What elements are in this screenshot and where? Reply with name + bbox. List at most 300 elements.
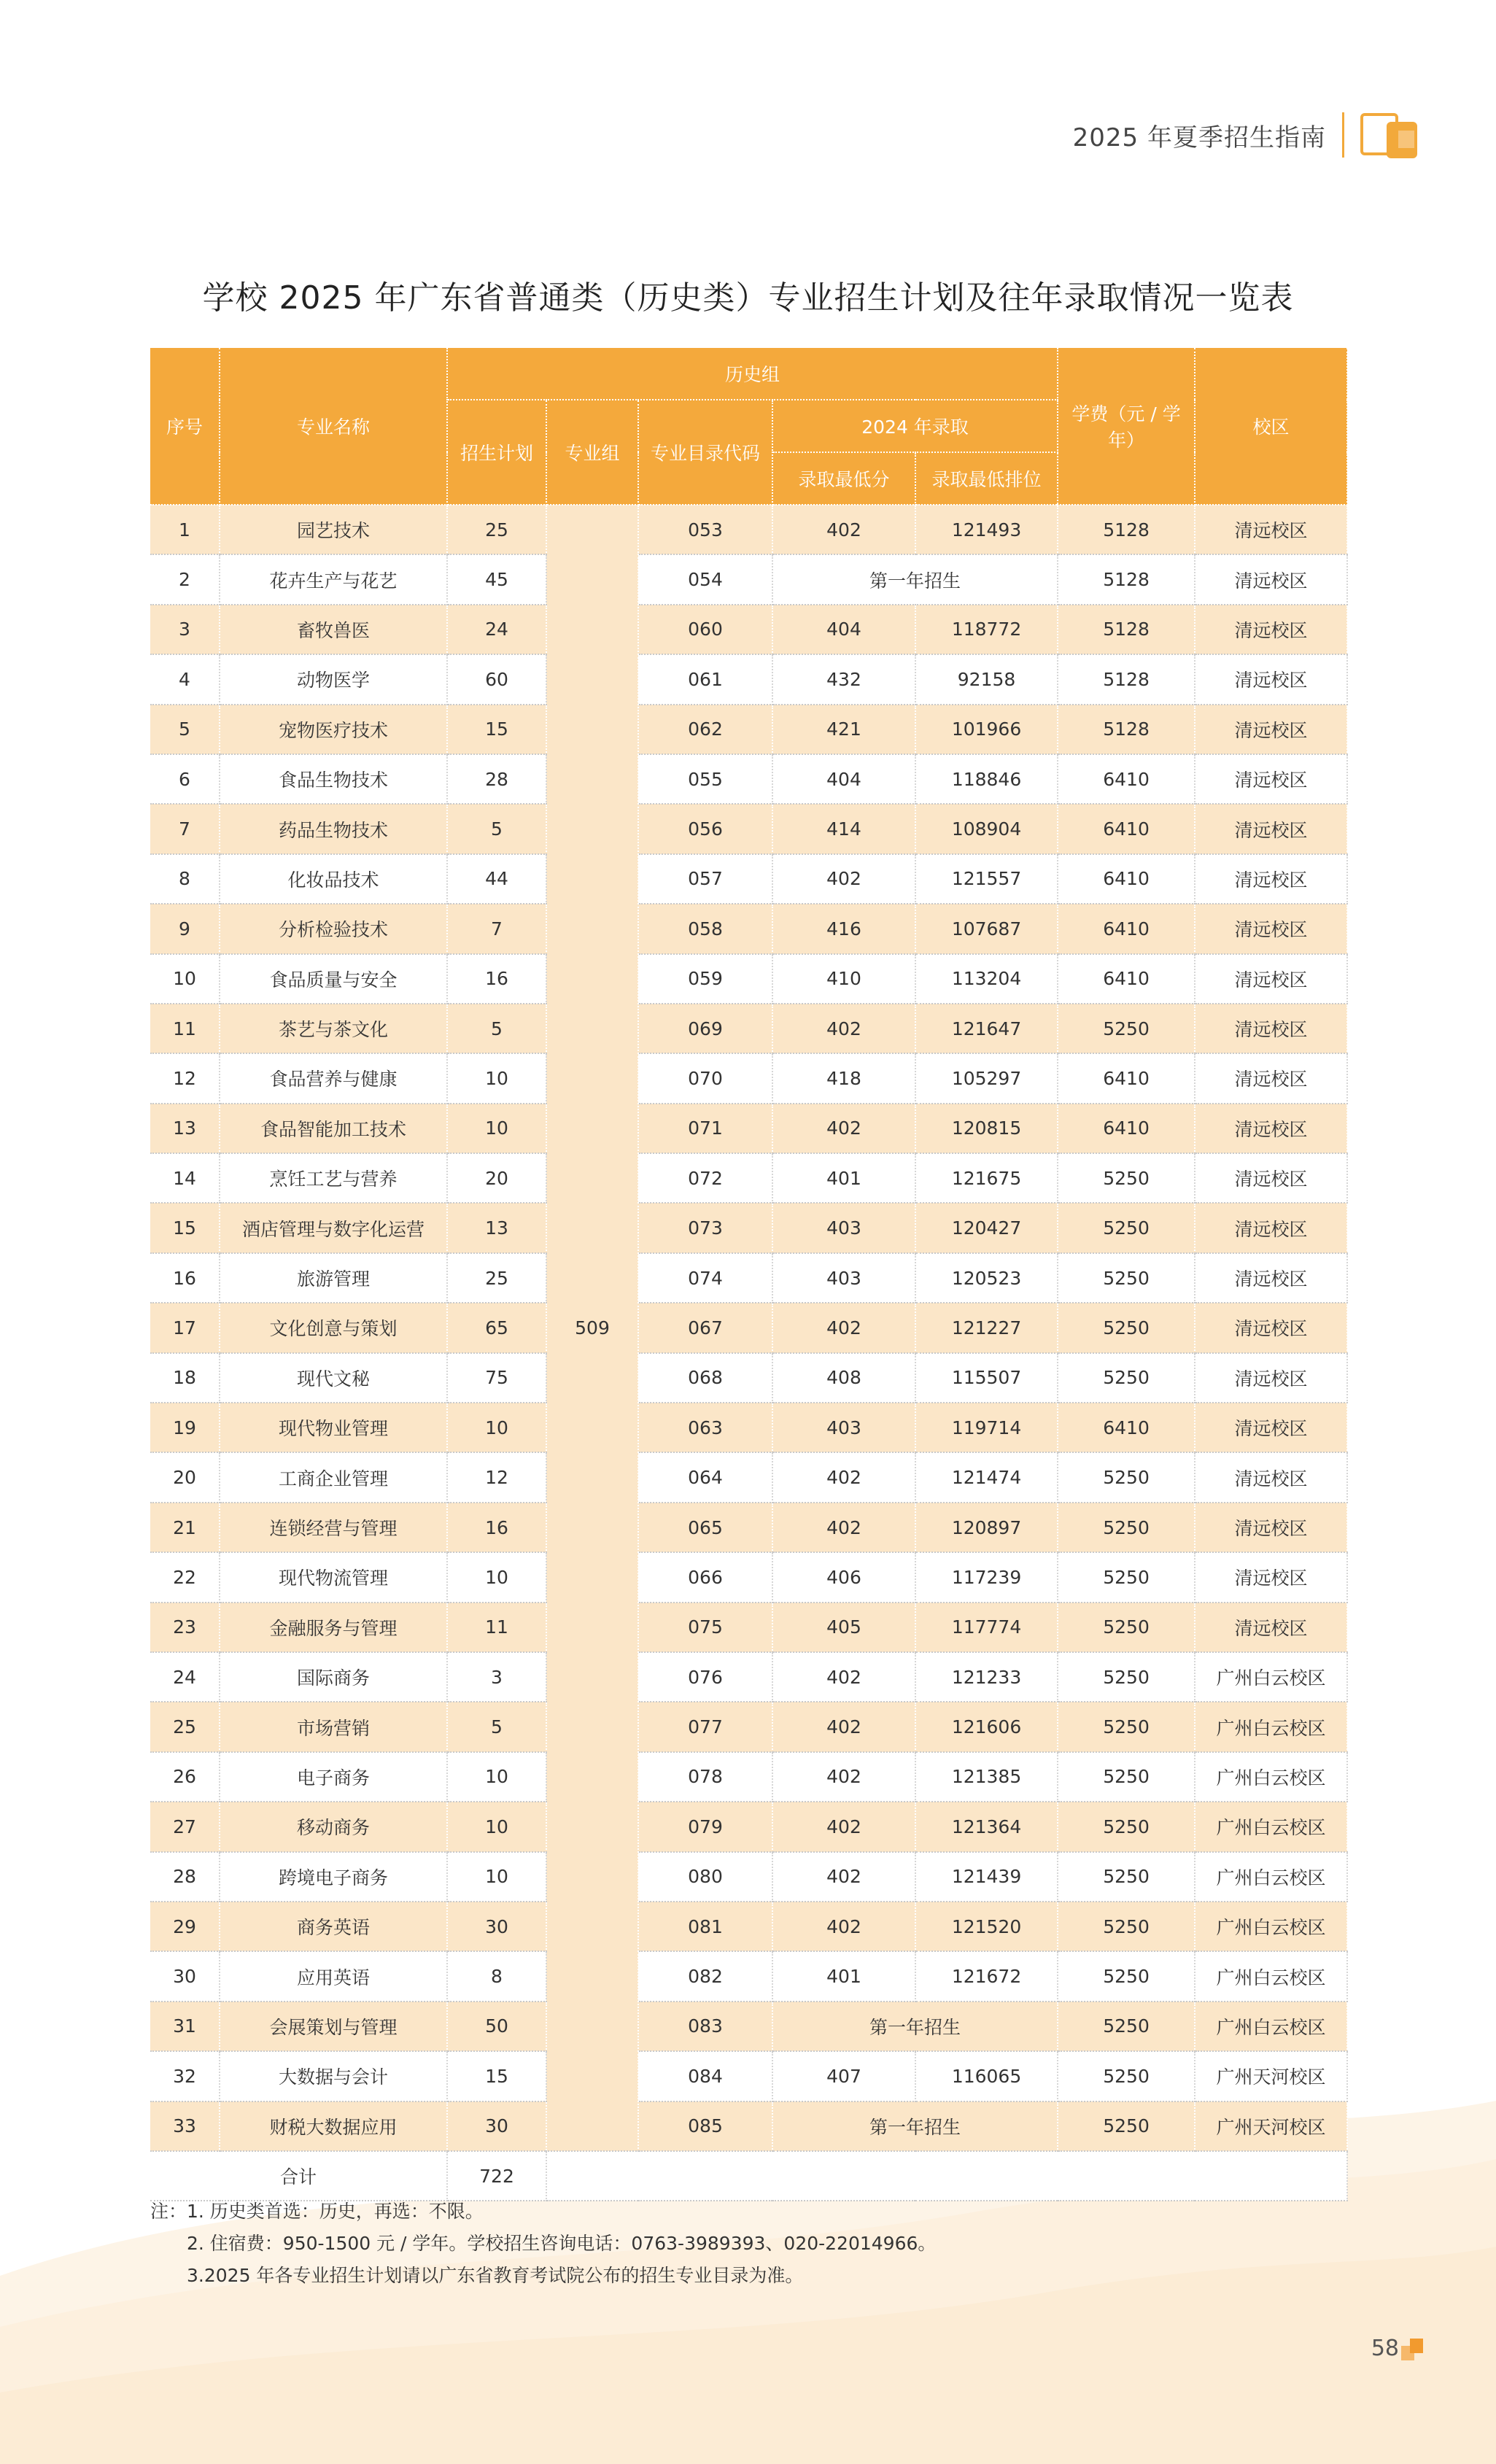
row-min-score: 402 xyxy=(772,1303,915,1352)
row-name: 大数据与会计 xyxy=(220,2051,447,2101)
row-campus: 清远校区 xyxy=(1195,1153,1347,1203)
row-name: 化妆品技术 xyxy=(220,854,447,904)
row-min-score: 401 xyxy=(772,1951,915,2001)
row-code: 064 xyxy=(638,1452,772,1502)
row-plan: 65 xyxy=(447,1303,546,1352)
row-campus: 清远校区 xyxy=(1195,1452,1347,1502)
row-campus: 清远校区 xyxy=(1195,1303,1347,1352)
table-row xyxy=(150,854,1347,904)
row-min-score: 406 xyxy=(772,1552,915,1602)
row-name: 移动商务 xyxy=(220,1802,447,1851)
row-campus: 广州天河校区 xyxy=(1195,2051,1347,2101)
table-row xyxy=(150,1902,1347,1951)
row-seq: 28 xyxy=(150,1852,220,1902)
row-name: 药品生物技术 xyxy=(220,804,447,853)
row-fee: 6410 xyxy=(1058,904,1195,953)
row-seq: 21 xyxy=(150,1503,220,1552)
row-code: 073 xyxy=(638,1203,772,1252)
table-row xyxy=(150,1253,1347,1303)
row-fee: 6410 xyxy=(1058,954,1195,1004)
header-seq: 序号 xyxy=(150,348,220,505)
row-campus: 广州白云校区 xyxy=(1195,1951,1347,2001)
row-code: 078 xyxy=(638,1752,772,1802)
page-header xyxy=(1073,113,1420,157)
row-min-rank: 101966 xyxy=(915,705,1058,754)
row-fee: 5128 xyxy=(1058,605,1195,654)
row-min-score: 402 xyxy=(772,1702,915,1751)
table-row xyxy=(150,1203,1347,1252)
row-campus: 清远校区 xyxy=(1195,705,1347,754)
row-campus: 清远校区 xyxy=(1195,954,1347,1004)
row-seq: 17 xyxy=(150,1303,220,1352)
row-seq: 3 xyxy=(150,605,220,654)
table-body xyxy=(150,505,1347,2201)
row-min-rank: 121474 xyxy=(915,1452,1058,1502)
row-name: 分析检验技术 xyxy=(220,904,447,953)
row-plan: 15 xyxy=(447,2051,546,2101)
row-min-score: 402 xyxy=(772,1652,915,1702)
row-campus: 广州天河校区 xyxy=(1195,2101,1347,2151)
header-min-score: 录取最低分 xyxy=(772,452,915,505)
row-seq: 29 xyxy=(150,1902,220,1951)
row-min-rank: 115507 xyxy=(915,1353,1058,1403)
row-plan: 12 xyxy=(447,1452,546,1502)
enrollment-table xyxy=(150,348,1348,2201)
row-fee: 5250 xyxy=(1058,2002,1195,2051)
row-plan: 11 xyxy=(447,1603,546,1652)
row-code: 077 xyxy=(638,1702,772,1751)
total-value: 722 xyxy=(447,2151,546,2201)
row-min-rank: 116065 xyxy=(915,2051,1058,2101)
row-min-rank: 120427 xyxy=(915,1203,1058,1252)
row-campus: 清远校区 xyxy=(1195,1104,1347,1153)
row-plan: 10 xyxy=(447,1053,546,1103)
row-name: 食品生物技术 xyxy=(220,754,447,804)
table-row xyxy=(150,754,1347,804)
row-name: 动物医学 xyxy=(220,654,447,704)
table-row xyxy=(150,1403,1347,1452)
row-fee: 5250 xyxy=(1058,1552,1195,1602)
row-min-score: 402 xyxy=(772,1452,915,1502)
row-min-score: 401 xyxy=(772,1153,915,1203)
row-code: 069 xyxy=(638,1004,772,1053)
row-fee: 5250 xyxy=(1058,1802,1195,1851)
row-min-score: 418 xyxy=(772,1053,915,1103)
row-name: 连锁经营与管理 xyxy=(220,1503,447,1552)
table-row xyxy=(150,1053,1347,1103)
total-label: 合计 xyxy=(150,2151,447,2201)
row-min-score: 403 xyxy=(772,1203,915,1252)
row-min-rank: 107687 xyxy=(915,904,1058,953)
row-plan: 7 xyxy=(447,904,546,953)
row-seq: 14 xyxy=(150,1153,220,1203)
row-min-rank: 121606 xyxy=(915,1702,1058,1751)
row-fee: 5128 xyxy=(1058,654,1195,704)
row-seq: 11 xyxy=(150,1004,220,1053)
row-seq: 15 xyxy=(150,1203,220,1252)
row-plan: 75 xyxy=(447,1353,546,1403)
row-fee: 5250 xyxy=(1058,1652,1195,1702)
row-min-rank: 117774 xyxy=(915,1603,1058,1652)
row-seq: 32 xyxy=(150,2051,220,2101)
header-title: 2025 年夏季招生指南 xyxy=(1072,123,1326,152)
row-code: 059 xyxy=(638,954,772,1004)
row-seq: 16 xyxy=(150,1253,220,1303)
row-group: 509 xyxy=(546,505,638,2151)
row-min-rank: 120897 xyxy=(915,1503,1058,1552)
note-2: 2. 住宿费：950-1500 元 / 学年。学校招生咨询电话：0763-3989393、020-22014966。 xyxy=(187,2233,937,2254)
table-row xyxy=(150,1303,1347,1352)
row-seq: 24 xyxy=(150,1652,220,1702)
row-plan: 30 xyxy=(447,1902,546,1951)
row-code: 055 xyxy=(638,754,772,804)
row-name: 金融服务与管理 xyxy=(220,1603,447,1652)
row-code: 070 xyxy=(638,1053,772,1103)
row-min-rank: 121520 xyxy=(915,1902,1058,1951)
row-code: 056 xyxy=(638,804,772,853)
row-campus: 清远校区 xyxy=(1195,1203,1347,1252)
row-min-score: 402 xyxy=(772,1503,915,1552)
row-fee: 5250 xyxy=(1058,1253,1195,1303)
row-campus: 清远校区 xyxy=(1195,804,1347,853)
row-plan: 13 xyxy=(447,1203,546,1252)
row-seq: 6 xyxy=(150,754,220,804)
row-min-rank: 121227 xyxy=(915,1303,1058,1352)
row-fee: 5250 xyxy=(1058,1852,1195,1902)
row-min-score: 402 xyxy=(772,1752,915,1802)
row-name: 现代物业管理 xyxy=(220,1403,447,1452)
row-min-score: 408 xyxy=(772,1353,915,1403)
row-code: 071 xyxy=(638,1104,772,1153)
row-code: 068 xyxy=(638,1353,772,1403)
row-name: 食品质量与安全 xyxy=(220,954,447,1004)
row-seq: 4 xyxy=(150,654,220,704)
table-row xyxy=(150,1652,1347,1702)
table-row xyxy=(150,705,1347,754)
row-fee: 5128 xyxy=(1058,554,1195,604)
row-min-rank: 92158 xyxy=(915,654,1058,704)
row-plan: 24 xyxy=(447,605,546,654)
row-fee: 5250 xyxy=(1058,1303,1195,1352)
row-seq: 9 xyxy=(150,904,220,953)
row-campus: 清远校区 xyxy=(1195,854,1347,904)
row-campus: 清远校区 xyxy=(1195,554,1347,604)
row-seq: 1 xyxy=(150,505,220,554)
row-fee: 6410 xyxy=(1058,1104,1195,1153)
row-seq: 26 xyxy=(150,1752,220,1802)
header-name: 专业名称 xyxy=(220,348,447,505)
row-campus: 清远校区 xyxy=(1195,1353,1347,1403)
row-plan: 16 xyxy=(447,954,546,1004)
row-min-score: 402 xyxy=(772,1004,915,1053)
row-code: 058 xyxy=(638,904,772,953)
row-seq: 7 xyxy=(150,804,220,853)
table-row xyxy=(150,1353,1347,1403)
row-code: 074 xyxy=(638,1253,772,1303)
table-row xyxy=(150,954,1347,1004)
table-row xyxy=(150,505,1347,554)
row-min-score: 402 xyxy=(772,854,915,904)
row-code: 075 xyxy=(638,1603,772,1652)
header-campus: 校区 xyxy=(1195,348,1347,505)
table-row xyxy=(150,2101,1347,2151)
row-fee: 5128 xyxy=(1058,705,1195,754)
row-campus: 清远校区 xyxy=(1195,1253,1347,1303)
row-plan: 5 xyxy=(447,804,546,853)
row-plan: 60 xyxy=(447,654,546,704)
row-min-rank: 121233 xyxy=(915,1652,1058,1702)
row-campus: 广州白云校区 xyxy=(1195,1852,1347,1902)
row-plan: 10 xyxy=(447,1552,546,1602)
table-row xyxy=(150,804,1347,853)
row-campus: 广州白云校区 xyxy=(1195,2002,1347,2051)
row-fee: 5250 xyxy=(1058,1153,1195,1203)
table-row xyxy=(150,1104,1347,1153)
row-name: 国际商务 xyxy=(220,1652,447,1702)
row-campus: 清远校区 xyxy=(1195,1603,1347,1652)
row-min-rank: 121557 xyxy=(915,854,1058,904)
row-fee: 5250 xyxy=(1058,1203,1195,1252)
row-plan: 15 xyxy=(447,705,546,754)
table-row xyxy=(150,654,1347,704)
row-min-score: 421 xyxy=(772,705,915,754)
row-campus: 广州白云校区 xyxy=(1195,1752,1347,1802)
row-name: 园艺技术 xyxy=(220,505,447,554)
row-seq: 8 xyxy=(150,854,220,904)
row-first-year: 第一年招生 xyxy=(772,2002,1058,2051)
header-fee: 学费（元 / 学年） xyxy=(1058,348,1195,505)
row-campus: 清远校区 xyxy=(1195,1053,1347,1103)
row-code: 053 xyxy=(638,505,772,554)
note-3: 3.2025 年各专业招生计划请以广东省教育考试院公布的招生专业目录为准。 xyxy=(187,2265,804,2286)
row-fee: 6410 xyxy=(1058,1403,1195,1452)
header-divider xyxy=(1342,112,1344,158)
row-min-score: 404 xyxy=(772,754,915,804)
row-fee: 5250 xyxy=(1058,1702,1195,1751)
row-campus: 清远校区 xyxy=(1195,505,1347,554)
table-row xyxy=(150,1951,1347,2001)
page-title: 学校 2025 年广东省普通类（历史类）专业招生计划及往年录取情况一览表 xyxy=(202,279,1294,317)
row-name: 电子商务 xyxy=(220,1752,447,1802)
row-name: 应用英语 xyxy=(220,1951,447,2001)
row-plan: 28 xyxy=(447,754,546,804)
table-row xyxy=(150,1752,1347,1802)
table-row xyxy=(150,1503,1347,1552)
row-min-score: 402 xyxy=(772,505,915,554)
row-min-score: 403 xyxy=(772,1253,915,1303)
row-fee: 6410 xyxy=(1058,754,1195,804)
row-campus: 广州白云校区 xyxy=(1195,1802,1347,1851)
row-min-score: 403 xyxy=(772,1403,915,1452)
row-seq: 20 xyxy=(150,1452,220,1502)
row-first-year: 第一年招生 xyxy=(772,2101,1058,2151)
row-fee: 5128 xyxy=(1058,505,1195,554)
row-min-rank: 113204 xyxy=(915,954,1058,1004)
row-name: 花卉生产与花艺 xyxy=(220,554,447,604)
row-plan: 10 xyxy=(447,1104,546,1153)
row-code: 066 xyxy=(638,1552,772,1602)
row-fee: 5250 xyxy=(1058,1902,1195,1951)
row-plan: 20 xyxy=(447,1153,546,1203)
row-plan: 8 xyxy=(447,1951,546,2001)
row-seq: 2 xyxy=(150,554,220,604)
row-seq: 13 xyxy=(150,1104,220,1153)
row-min-rank: 118772 xyxy=(915,605,1058,654)
row-fee: 5250 xyxy=(1058,1353,1195,1403)
row-min-rank: 105297 xyxy=(915,1053,1058,1103)
row-plan: 10 xyxy=(447,1752,546,1802)
table-row xyxy=(150,605,1347,654)
row-seq: 22 xyxy=(150,1552,220,1602)
row-name: 现代文秘 xyxy=(220,1353,447,1403)
row-campus: 广州白云校区 xyxy=(1195,1702,1347,1751)
header-group-title: 历史组 xyxy=(447,348,1058,400)
row-min-rank: 119714 xyxy=(915,1403,1058,1452)
row-name: 茶艺与茶文化 xyxy=(220,1004,447,1053)
row-plan: 50 xyxy=(447,2002,546,2051)
row-seq: 33 xyxy=(150,2101,220,2151)
row-min-rank: 121385 xyxy=(915,1752,1058,1802)
row-campus: 清远校区 xyxy=(1195,1403,1347,1452)
row-min-rank: 120523 xyxy=(915,1253,1058,1303)
row-code: 081 xyxy=(638,1902,772,1951)
row-seq: 31 xyxy=(150,2002,220,2051)
row-code: 065 xyxy=(638,1503,772,1552)
header-year: 2024 年录取 xyxy=(772,400,1058,452)
row-fee: 5250 xyxy=(1058,1004,1195,1053)
row-min-score: 416 xyxy=(772,904,915,953)
row-plan: 3 xyxy=(447,1652,546,1702)
row-campus: 清远校区 xyxy=(1195,654,1347,704)
row-fee: 5250 xyxy=(1058,1951,1195,2001)
row-seq: 12 xyxy=(150,1053,220,1103)
row-seq: 23 xyxy=(150,1603,220,1652)
table-row xyxy=(150,2002,1347,2051)
row-seq: 10 xyxy=(150,954,220,1004)
row-plan: 16 xyxy=(447,1503,546,1552)
table-row xyxy=(150,1552,1347,1602)
page-number: 58 xyxy=(1371,2336,1399,2361)
brand-logo-icon xyxy=(1359,112,1420,158)
row-min-rank: 108904 xyxy=(915,804,1058,853)
row-code: 063 xyxy=(638,1403,772,1452)
row-plan: 10 xyxy=(447,1852,546,1902)
row-min-score: 405 xyxy=(772,1603,915,1652)
row-name: 市场营销 xyxy=(220,1702,447,1751)
row-min-score: 414 xyxy=(772,804,915,853)
table-row xyxy=(150,554,1347,604)
row-code: 084 xyxy=(638,2051,772,2101)
table-row xyxy=(150,904,1347,953)
row-plan: 5 xyxy=(447,1702,546,1751)
row-code: 057 xyxy=(638,854,772,904)
row-name: 文化创意与策划 xyxy=(220,1303,447,1352)
row-fee: 5250 xyxy=(1058,1752,1195,1802)
row-code: 079 xyxy=(638,1802,772,1851)
total-row xyxy=(150,2151,1347,2201)
row-name: 旅游管理 xyxy=(220,1253,447,1303)
table-row xyxy=(150,1153,1347,1203)
row-name: 跨境电子商务 xyxy=(220,1852,447,1902)
row-seq: 5 xyxy=(150,705,220,754)
row-campus: 清远校区 xyxy=(1195,605,1347,654)
row-min-rank: 121493 xyxy=(915,505,1058,554)
row-code: 083 xyxy=(638,2002,772,2051)
row-min-rank: 121672 xyxy=(915,1951,1058,2001)
row-min-rank: 121675 xyxy=(915,1153,1058,1203)
table-row xyxy=(150,1802,1347,1851)
row-name: 畜牧兽医 xyxy=(220,605,447,654)
table-row xyxy=(150,1452,1347,1502)
row-min-rank: 118846 xyxy=(915,754,1058,804)
row-min-rank: 121439 xyxy=(915,1852,1058,1902)
row-campus: 清远校区 xyxy=(1195,1552,1347,1602)
row-name: 商务英语 xyxy=(220,1902,447,1951)
row-min-rank: 117239 xyxy=(915,1552,1058,1602)
row-code: 082 xyxy=(638,1951,772,2001)
row-code: 076 xyxy=(638,1652,772,1702)
row-plan: 5 xyxy=(447,1004,546,1053)
row-fee: 5250 xyxy=(1058,1503,1195,1552)
page-mark-icon xyxy=(1401,2339,1423,2360)
row-code: 062 xyxy=(638,705,772,754)
row-campus: 广州白云校区 xyxy=(1195,1652,1347,1702)
row-name: 宠物医疗技术 xyxy=(220,705,447,754)
notes xyxy=(150,2196,936,2292)
row-plan: 25 xyxy=(447,1253,546,1303)
row-min-score: 402 xyxy=(772,1802,915,1851)
note-1: 注：1. 历史类首选：历史，再选：不限。 xyxy=(150,2201,484,2222)
row-code: 060 xyxy=(638,605,772,654)
row-campus: 清远校区 xyxy=(1195,904,1347,953)
row-min-rank: 121647 xyxy=(915,1004,1058,1053)
row-min-score: 407 xyxy=(772,2051,915,2101)
total-empty xyxy=(546,2151,1347,2201)
row-seq: 27 xyxy=(150,1802,220,1851)
row-plan: 10 xyxy=(447,1802,546,1851)
row-campus: 广州白云校区 xyxy=(1195,1902,1347,1951)
row-min-score: 432 xyxy=(772,654,915,704)
row-min-rank: 121364 xyxy=(915,1802,1058,1851)
row-plan: 45 xyxy=(447,554,546,604)
row-min-score: 402 xyxy=(772,1852,915,1902)
table-row xyxy=(150,1004,1347,1053)
row-fee: 5250 xyxy=(1058,1603,1195,1652)
table-row xyxy=(150,2051,1347,2101)
row-name: 烹饪工艺与营养 xyxy=(220,1153,447,1203)
row-plan: 10 xyxy=(447,1403,546,1452)
row-name: 酒店管理与数字化运营 xyxy=(220,1203,447,1252)
row-name: 会展策划与管理 xyxy=(220,2002,447,2051)
row-code: 067 xyxy=(638,1303,772,1352)
table-row xyxy=(150,1603,1347,1652)
row-min-rank: 120815 xyxy=(915,1104,1058,1153)
table-row xyxy=(150,1852,1347,1902)
row-fee: 6410 xyxy=(1058,804,1195,853)
row-plan: 30 xyxy=(447,2101,546,2151)
row-fee: 6410 xyxy=(1058,1053,1195,1103)
row-plan: 25 xyxy=(447,505,546,554)
header-code: 专业目录代码 xyxy=(638,400,772,505)
row-name: 工商企业管理 xyxy=(220,1452,447,1502)
row-seq: 25 xyxy=(150,1702,220,1751)
row-plan: 44 xyxy=(447,854,546,904)
row-fee: 6410 xyxy=(1058,854,1195,904)
row-campus: 清远校区 xyxy=(1195,1503,1347,1552)
header-group: 专业组 xyxy=(546,400,638,505)
header-plan: 招生计划 xyxy=(447,400,546,505)
row-code: 072 xyxy=(638,1153,772,1203)
